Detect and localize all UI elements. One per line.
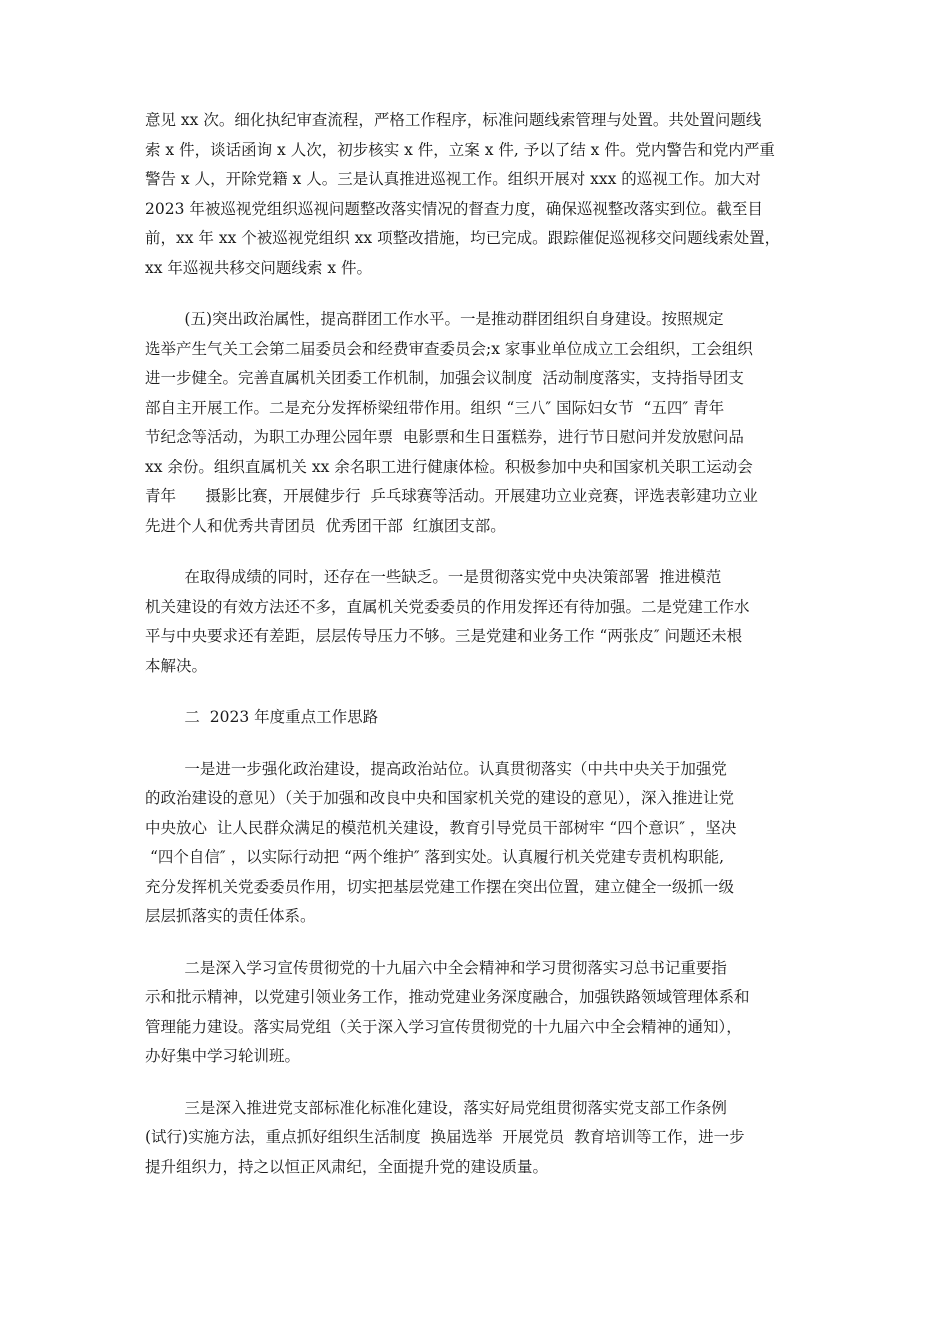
text-line: 2023 年被巡视党组织巡视问题整改落实情况的督查力度，确保巡视整改落实到位。截至目: [145, 199, 763, 218]
paragraph-shortcomings: [145, 563, 807, 681]
text-line: 示和批示精神，以党建引领业务工作，推动党建业务深度融合，加强铁路领域管理体系和: [145, 988, 750, 1006]
text-line: 充分发挥机关党委委员作用，切实把基层党建工作摆在突出位置，建立健全一级抓一级: [145, 877, 735, 896]
text-line: 平与中央要求还有差距，层层传导压力不够。三是党建和业务工作 “两张皮″ 问题还未根: [145, 627, 743, 645]
text-line: (五)突出政治属性，提高群团工作水平。一是推动群团组织自身建设。按照规定: [145, 310, 724, 328]
text-line: 的政治建设的意见）（关于加强和改良中央和国家机关党的建设的意见），深入推进让党: [145, 789, 735, 807]
text-line: xx 年巡视共移交问题线索 x 件。: [145, 258, 373, 277]
text-line: xx 余份。组织直属机关 xx 余名职工进行健康体检。积极参加中央和国家机关职工运动会: [145, 457, 753, 476]
text-line: 中央放心 让人民群众满足的模范机关建设，教育引导党员干部树牢 “四个意识″ ，坚决: [145, 818, 737, 837]
text-line: 意见 xx 次。细化执纪审查流程，严格工作程序，标准问题线索管理与处置。共处置问题线: [145, 111, 762, 129]
paragraph-discipline: [145, 106, 807, 283]
paragraph-branch-standardization: [145, 1094, 807, 1183]
text-line: 一是进一步强化政治建设，提高政治站位。认真贯彻落实（中共中央关于加强党: [145, 759, 727, 778]
text-line: 先进个人和优秀共青团员 优秀团干部 红旗团支部。: [145, 516, 506, 535]
text-line: 警告 x 人，开除党籍 x 人。三是认真推进巡视工作。组织开展对 xxx 的巡视工作。加大对: [145, 170, 761, 188]
text-line: 部自主开展工作。二是充分发挥桥梁纽带作用。组织 “三八″ 国际妇女节 “五四″ 青年: [145, 398, 725, 417]
section-heading: [145, 703, 807, 733]
text-line: 提升组织力，持之以恒正风肃纪，全面提升党的建设质量。: [145, 1157, 549, 1176]
text-line: 管理能力建设。落实局党组（关于深入学习宣传贯彻党的十九届六中全会精神的通知），: [145, 1017, 742, 1036]
document-body: [145, 106, 807, 1182]
section-title: 二 2023 年度重点工作思路: [145, 708, 379, 726]
text-line: 选举产生气关工会第二届委员会和经费审查委员会;x 家事业单位成立工会组织，工会组织: [145, 339, 753, 358]
text-line: 进一步健全。完善直属机关团委工作机制，加强会议制度 活动制度落实，支持指导团支: [145, 369, 744, 387]
paragraph-political-building: [145, 755, 807, 932]
text-line: 前，xx 年 xx 个被巡视党组织 xx 项整改措施，均已完成。跟踪催促巡视移交问题线索处置，: [145, 229, 781, 247]
text-line: 办好集中学习轮训班。: [145, 1047, 301, 1065]
text-line: 二是深入学习宣传贯彻党的十九届六中全会精神和学习贯彻落实习总书记重要指: [145, 958, 727, 977]
text-line: 机关建设的有效方法还不多，直属机关党委委员的作用发挥还有待加强。二是党建工作水: [145, 597, 750, 616]
text-line: “四个自信″ ，以实际行动把 “两个维护″ 落到实处。认真履行机关党建专责机构职能,: [145, 848, 725, 866]
paragraph-mass-organizations: [145, 305, 807, 541]
text-line: 层层抓落实的责任体系。: [145, 907, 316, 925]
text-line: 节纪念等活动，为职工办理公园年票 电影票和生日蛋糕券，进行节日慰问并发放慰问品: [145, 428, 744, 446]
text-line: 本解决。: [145, 656, 208, 675]
text-line: 青年 摄影比赛，开展健步行 乒乓球赛等活动。开展建功立业竞赛，评选表彰建功立业: [145, 487, 758, 505]
text-line: 三是深入推进党支部标准化标准化建设，落实好局党组贯彻落实党支部工作条例: [145, 1098, 727, 1117]
paragraph-study-plenary: [145, 954, 807, 1072]
text-line: 在取得成绩的同时，还存在一些缺乏。一是贯彻落实党中央决策部署 推进模范: [145, 568, 722, 586]
text-line: 索 x 件，谈话函询 x 人次，初步核实 x 件，立案 x 件, 予以了结 x 件。党内警告和党内严重: [145, 140, 775, 159]
text-line: (试行)实施方法，重点抓好组织生活制度 换届选举 开展党员 教育培训等工作，进一步: [145, 1128, 745, 1146]
